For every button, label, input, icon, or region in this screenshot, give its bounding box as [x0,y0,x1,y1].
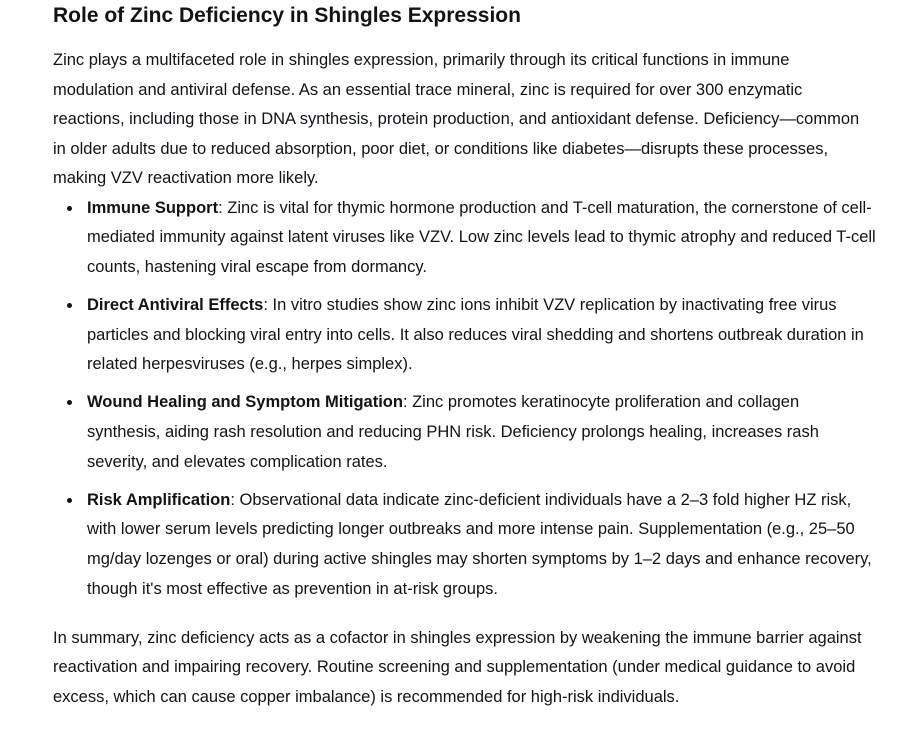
bullet-text: : Observational data indicate zinc-deficient individuals have a 2–3 fold higher HZ risk, with lower serum levels predicting longer outbreaks and more intense pain. Supplementation (e.g., 25–50 mg/day lozenges or oral) during active shingles may shorten symptoms by 1–2 days and enhance recovery, though it's most effective as prevention in at-risk groups. [87,490,872,599]
bullet-text: : In vitro studies show zinc ions inhibit VZV replication by inactivating free virus particles and blocking viral entry into cells. It also reduces viral shedding and shortens outbreak duration in related herpesviruses (e.g., herpes simplex). [87,295,864,374]
bullet-dot-icon [67,400,72,405]
bullet-term: Wound Healing and Symptom Mitigation [87,393,403,412]
bullet-item-wound-healing [53,388,877,477]
bullet-text: : Zinc promotes keratinocyte proliferation and collagen synthesis, aiding rash resolution and reducing PHN risk. Deficiency prolongs healing, increases rash severity, and elevates complication rates. [87,393,819,471]
bullet-text: : Zinc is vital for thymic hormone production and T-cell maturation, the cornerstone of cell-mediated immunity against latent viruses like VZV. Low zinc levels lead to thymic atrophy and reduced T-cell counts, hastening viral escape from dormancy. [87,198,876,277]
article-title: Role of Zinc Deficiency in Shingles Expression [53,4,521,27]
bullet-term: Immune Support [87,198,219,217]
bullet-dot-icon [67,206,72,211]
bullet-dot-icon [67,498,72,503]
intro-paragraph: Zinc plays a multifaceted role in shingles expression, primarily through its critical functions in immune modulation and antiviral defense. As an essential trace mineral, zinc is required for over 300 enzymatic reactions, including those in DNA synthesis, protein production, and antioxidant defense. Deficiency—common in older adults due to reduced absorption, poor diet, or conditions like diabetes—disrupts these processes, making VZV reactivation more likely. [53,51,860,187]
bullet-item-immune-support [53,194,877,283]
bullet-item-risk-amplification [53,486,877,605]
bullet-term: Risk Amplification [87,490,231,509]
bullet-dot-icon [67,303,72,308]
bullet-list [53,194,876,605]
bullet-term: Direct Antiviral Effects [87,295,264,314]
summary-paragraph: In summary, zinc deficiency acts as a cofactor in shingles expression by weakening the immune barrier against reactivation and impairing recovery. Routine screening and supplementation (under medical guidance to avoid excess, which can cause copper imbalance) is recommended for high-risk individuals. [53,628,862,706]
bullet-item-direct-antiviral-effects [53,291,877,380]
